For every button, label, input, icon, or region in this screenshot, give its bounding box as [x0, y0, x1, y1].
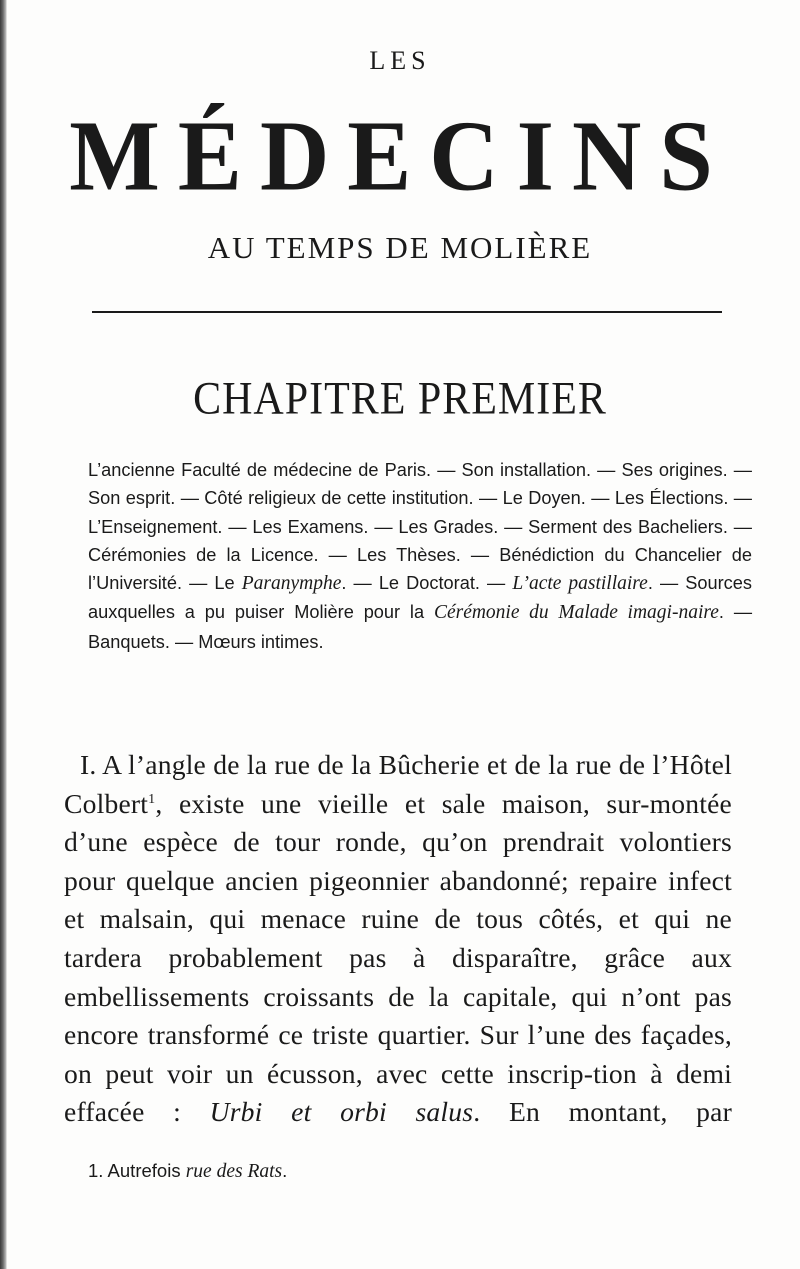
body-text-3: . En montant, par	[473, 1096, 732, 1128]
footnote-reference: 1	[148, 791, 156, 807]
footnote-italic: rue des Rats	[185, 1161, 283, 1182]
footnote-number: 1.	[88, 1160, 104, 1181]
body-paragraph	[64, 746, 732, 1132]
summary-text-4: . — Banquets. — Mœurs intimes.	[88, 602, 753, 652]
footnote-end: .	[282, 1160, 288, 1181]
title-small: LES	[369, 46, 431, 75]
summary-italic-1: Paranymphe	[241, 573, 342, 595]
title-rule	[92, 311, 722, 313]
summary-text-3: . — Sources auxquelles a pu puiser Molière pour la	[88, 573, 752, 623]
chapter-heading: CHAPITRE PREMIER	[193, 373, 607, 425]
title-subtitle: AU TEMPS DE MOLIÈRE	[207, 230, 593, 265]
summary-text-2: . — Le Doctorat. —	[341, 573, 513, 594]
body-text-2: , existe une vieille et sale maison, sur-montée d’une espèce de tour ronde, qu’on prendrait volontiers pour quelque ancien pigeonnier abandonné; repaire infect et malsain, qui menace ruine de tous côtés, et qui ne tardera probablement pas à disparaître, grâce aux embellissements croissants de la capitale, qui n’ont pas encore transformé ce triste quartier. Sur l’une des façades, on peut voir un écusson, avec cette inscrip-tion à demi effacée :	[64, 787, 732, 1128]
body-inscription: Urbi et orbi salus	[209, 1096, 474, 1128]
footnote	[88, 1160, 728, 1183]
footnote-text: Autrefois	[103, 1160, 186, 1181]
title-main: MÉDECINS	[69, 99, 731, 212]
summary-italic-3: Cérémonie du Malade imagi-naire	[433, 602, 719, 624]
summary-italic-2: L’acte pastillaire	[512, 573, 648, 595]
summary-text-1: L’ancienne Faculté de médecine de Paris. — Son installation. — Ses origines. — Son esprit. — Côté religieux de cette institution. — Le Doyen. — Les Élections. — L’Enseignement. — Les Examens. — Les Grades. — Serment des Bacheliers. — Cérémonies de la Licence. — Les Thèses. — Bénédiction du Chancelier de l’Université. — Le	[88, 460, 752, 594]
body-text-1: I. A l’angle de la rue de la Bûcherie et de la rue de l’Hôtel Colbert	[64, 749, 732, 819]
chapter-summary	[88, 456, 752, 656]
